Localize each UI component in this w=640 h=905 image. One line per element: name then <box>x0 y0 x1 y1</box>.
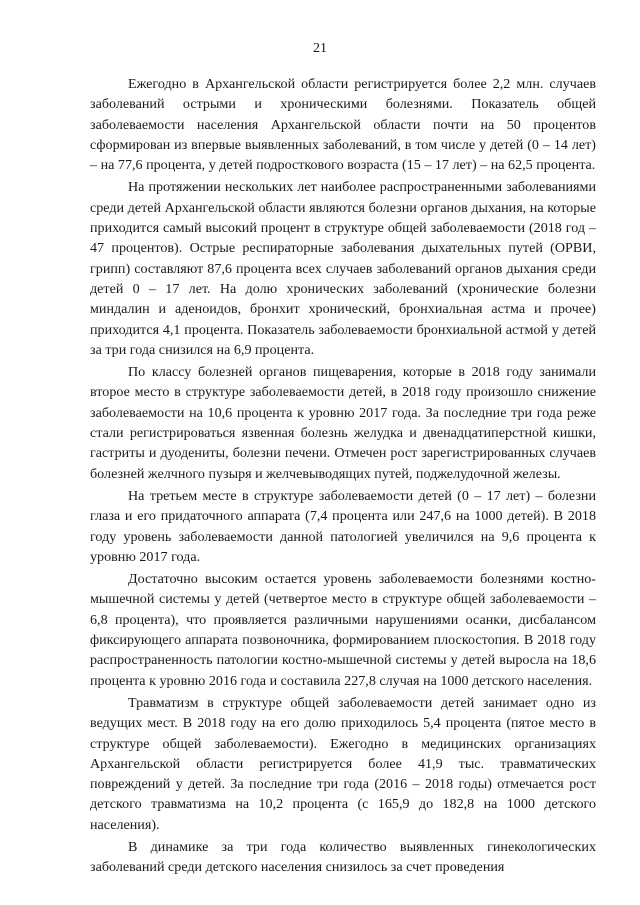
paragraph-general-morbidity: Ежегодно в Архангельской области регистрируется более 2,2 млн. случаев заболеваний острыми и хроническими болезнями. Показатель общей заболеваемости населения Архангельской области почти на 50 процентов сформирован из впервые выявленных заболеваний, в том числе у детей (0 – 14 лет) – на 77,6 процента, у детей подросткового возраста (15 – 17 лет) – на 62,5 процента. <box>90 76 596 174</box>
document-body <box>90 74 596 880</box>
paragraph-musculoskeletal-diseases: Достаточно высоким остается уровень заболеваемости болезнями костно-мышечной системы у детей (четвертое место в структуре общей заболеваемости – 6,8 процента), что проявляется различными нарушениями осанки, дисбалансом фиксирующего аппарата позвоночника, формированием плоскостопия. В 2018 году распространенность патологии костно-мышечной системы у детей выросла на 18,6 процента к уровню 2016 года и составила 227,8 случая на 1000 детского населения. <box>90 571 596 689</box>
paragraph-eye-diseases: На третьем месте в структуре заболеваемости детей (0 – 17 лет) – болезни глаза и его придаточного аппарата (7,4 процента или 247,6 на 1000 детей). В 2018 году уровень заболеваемости данной патологией увеличился на 9,6 процента к уровню 2017 года. <box>90 487 596 565</box>
paragraph-digestive-diseases: По классу болезней органов пищеварения, которые в 2018 году занимали второе место в структуре заболеваемости детей, в 2018 году произошло снижение заболеваемости на 10,6 процента к уровню 2017 года. За последние три года реже стали регистрироваться язвенная болезнь желудка и двенадцатиперстной кишки, гастриты и дуодениты, болезни печени. Отмечен рост зарегистрированных случаев болезней желчного пузыря и желчевыводящих путей, поджелудочной железы. <box>90 364 596 482</box>
paragraph-injuries: Травматизм в структуре общей заболеваемости детей занимает одно из ведущих мест. В 2018 году на его долю приходилось 5,4 процента (пятое место в структуре общей заболеваемости). Ежегодно в медицинских организациях Архангельской области регистрируется более 41,9 тыс. травматических повреждений у детей. За последние три года (2016 – 2018 годы) отмечается рост детского травматизма на 10,2 процента (с 165,9 до 182,8 на 1000 детского населения). <box>90 694 596 833</box>
paragraph-gynecological-diseases: В динамике за три года количество выявленных гинекологических заболеваний среди детского населения снизилось за счет проведения <box>90 838 596 876</box>
page-number: 21 <box>313 41 327 56</box>
paragraph-respiratory-diseases: На протяжении нескольких лет наиболее распространенными заболеваниями среди детей Архангельской области являются болезни органов дыхания, на которые приходится самый высокий процент в структуре общей заболеваемости (2018 год – 47 процентов). Острые респираторные заболевания дыхательных путей (ОРВИ, грипп) составляют 87,6 процента всех случаев заболеваний органов дыхания среди детей 0 – 17 лет. На долю хронических заболеваний (хронические болезни миндалин и аденоидов, бронхит хронический, бронхиальная астма и прочее) приходится 4,1 процента. Показатель заболеваемости бронхиальной астмой у детей за три года снизился на 6,9 процента. <box>90 179 596 358</box>
